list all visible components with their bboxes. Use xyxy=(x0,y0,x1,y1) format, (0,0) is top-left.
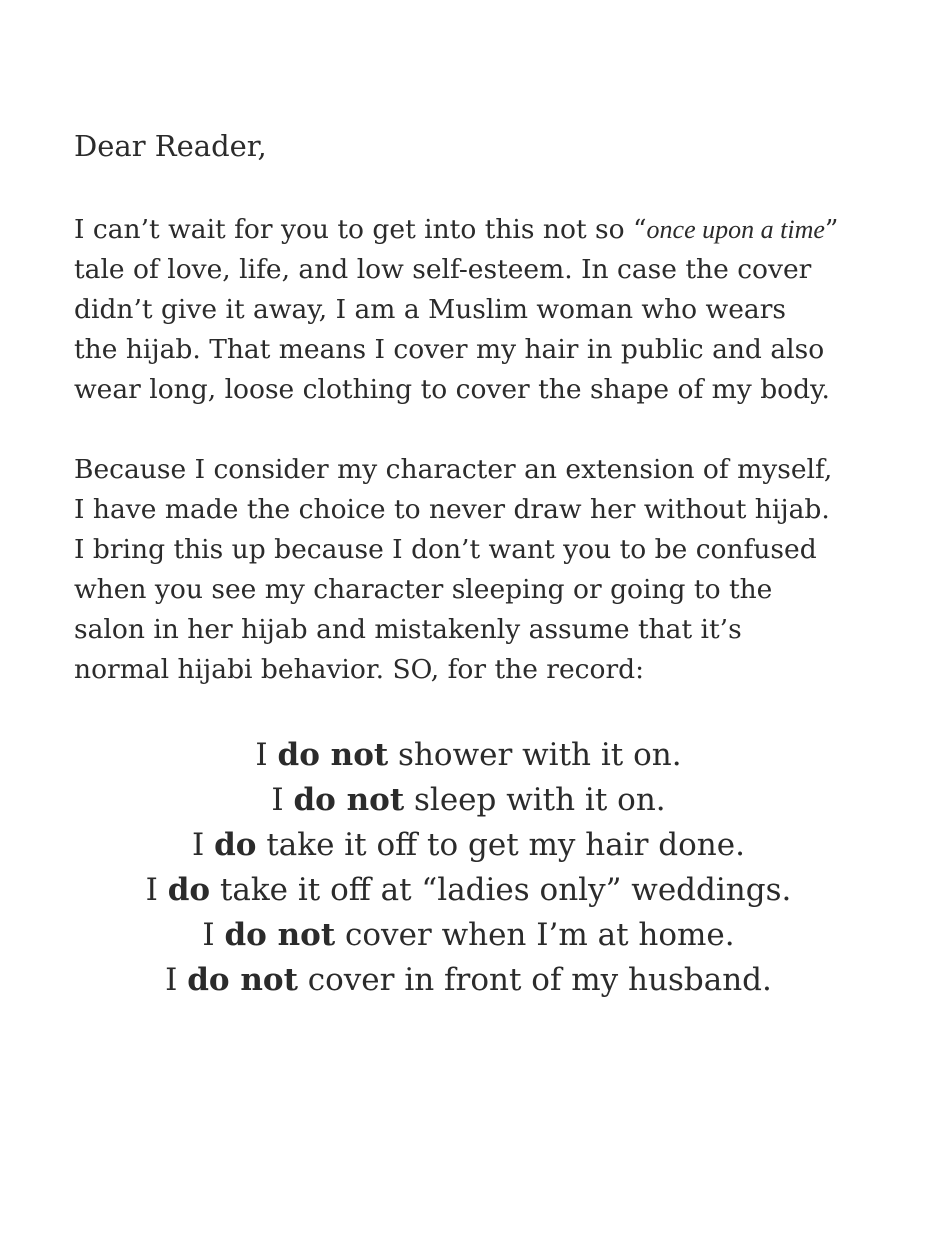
paragraph-line xyxy=(74,210,874,250)
greeting: Dear Reader, xyxy=(74,129,267,163)
record-rest: sleep with it on. xyxy=(404,782,666,818)
paragraph-intro xyxy=(74,210,874,410)
record-emphasis: do xyxy=(167,872,211,908)
record-emphasis: do not xyxy=(224,917,336,953)
italic-phrase: once upon a time xyxy=(646,215,825,244)
record-lead: I xyxy=(202,917,225,953)
paragraph-line: normal hijabi behavior. SO, for the record: xyxy=(74,654,645,685)
paragraph-line: the hijab. That means I cover my hair in public and also xyxy=(74,334,825,365)
record-line xyxy=(0,733,937,778)
record-lead: I xyxy=(271,782,294,818)
record-rest: cover in front of my husband. xyxy=(297,962,772,998)
record-rest: take it off to get my hair done. xyxy=(256,827,745,863)
record-line xyxy=(0,778,937,823)
record-line xyxy=(0,868,937,913)
paragraph-line: when you see my character sleeping or going to the xyxy=(74,574,773,605)
record-lead: I xyxy=(145,872,168,908)
record-line xyxy=(0,913,937,958)
text-run: ” xyxy=(824,214,839,245)
paragraph-line: I have made the choice to never draw her without hijab. xyxy=(74,494,830,525)
paragraph-line: salon in her hijab and mistakenly assume that it’s xyxy=(74,614,742,645)
record-lead: I xyxy=(192,827,215,863)
paragraph-line: I bring this up because I don’t want you to be confused xyxy=(74,534,817,565)
record-line xyxy=(0,958,937,1003)
record-rest: shower with it on. xyxy=(388,737,682,773)
record-lead: I xyxy=(165,962,188,998)
record-list xyxy=(0,733,937,1003)
record-line xyxy=(0,823,937,868)
paragraph-line: tale of love, life, and low self-esteem. In case the cover xyxy=(74,254,812,285)
record-rest: take it off at “ladies only” weddings. xyxy=(210,872,792,908)
record-emphasis: do not xyxy=(293,782,405,818)
record-rest: cover when I’m at home. xyxy=(335,917,735,953)
letter-body xyxy=(74,126,874,690)
record-emphasis: do not xyxy=(187,962,298,998)
text-run: I can’t wait for you to get into this not so “ xyxy=(74,214,647,245)
record-lead: I xyxy=(255,737,278,773)
paragraph-explanation xyxy=(74,450,874,690)
record-emphasis: do xyxy=(214,827,257,863)
paragraph-line: Because I consider my character an extension of myself, xyxy=(74,454,833,485)
paragraph-line: didn’t give it away, I am a Muslim woman who wears xyxy=(74,294,786,325)
paragraph-line: wear long, loose clothing to cover the shape of my body. xyxy=(74,374,830,405)
record-emphasis: do not xyxy=(277,737,389,773)
